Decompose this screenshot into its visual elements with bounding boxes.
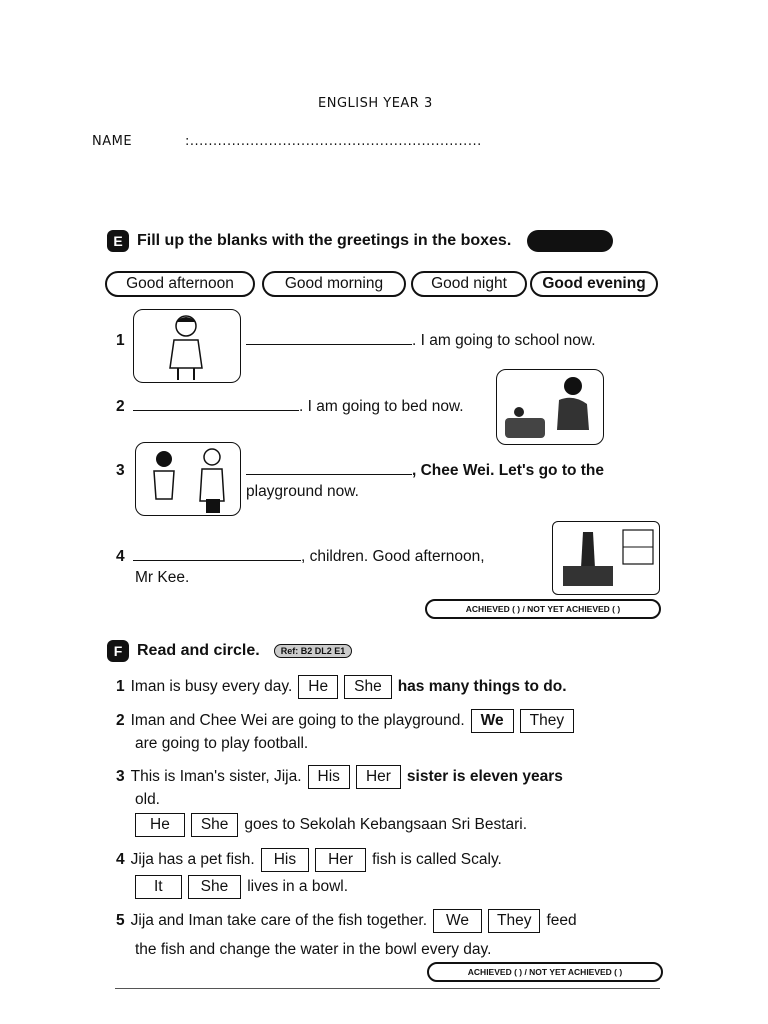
section-e-achievement-status[interactable]: ACHIEVED ( ) / NOT YET ACHIEVED ( ): [425, 599, 661, 619]
section-e-heading: [107, 230, 613, 252]
e-item-1-blank[interactable]: [246, 332, 412, 345]
two-children-picture: [135, 442, 241, 516]
f-item-2-option-we[interactable]: We: [471, 709, 514, 733]
e-item-2-sentence: . I am going to bed now.: [133, 398, 464, 416]
section-f-heading: [107, 640, 352, 662]
e-item-4-blank[interactable]: [133, 548, 301, 561]
reference-tag-blacked-out: [527, 230, 613, 252]
f-item-4-second-line: It She lives in a bowl.: [135, 875, 348, 899]
e-item-1-sentence: . I am going to school now.: [246, 332, 596, 350]
section-f-achievement-status[interactable]: ACHIEVED ( ) / NOT YET ACHIEVED ( ): [427, 962, 663, 982]
e-item-1-number: 1: [116, 332, 125, 349]
section-e-instruction: Fill up the blanks with the greetings in the boxes.: [137, 232, 512, 249]
e-item-4-line2: Mr Kee.: [135, 569, 190, 586]
f-item-4: 4 Jija has a pet fish. His Her fish is called Scaly.: [116, 848, 502, 872]
name-field[interactable]: :...............................................................: [185, 134, 482, 149]
f-item-3-option-he[interactable]: He: [135, 813, 185, 837]
f-item-3-option-her[interactable]: Her: [356, 765, 401, 789]
greeting-option-good-night: Good night: [411, 271, 527, 297]
f-item-1: 1 Iman is busy every day. He She has many things to do.: [116, 675, 567, 699]
f-item-5-line2: the fish and change the water in the bowl every day.: [135, 941, 492, 958]
section-e-badge: E: [107, 230, 129, 252]
worksheet-title: ENGLISH YEAR 3: [318, 96, 433, 111]
greeting-option-good-morning: Good morning: [262, 271, 406, 297]
f-item-3-second-line: He She goes to Sekolah Kebangsaan Sri Bestari.: [135, 813, 527, 837]
boy-picture: [133, 309, 241, 383]
f-item-4-option-she[interactable]: She: [188, 875, 242, 899]
f-item-3-option-she[interactable]: She: [191, 813, 239, 837]
e-item-4-sentence: , children. Good afternoon,: [133, 548, 485, 566]
greeting-option-good-afternoon: Good afternoon: [105, 271, 255, 297]
f-item-1-option-she[interactable]: She: [344, 675, 392, 699]
e-item-2-number: 2: [116, 398, 125, 415]
f-item-2-line2: are going to play football.: [135, 735, 309, 752]
f-item-5-option-they[interactable]: They: [488, 909, 540, 933]
e-item-3-blank[interactable]: [246, 462, 412, 475]
f-item-5: 5 Jija and Iman take care of the fish together. We They feed: [116, 909, 577, 933]
greeting-option-good-evening: Good evening: [530, 271, 658, 297]
e-item-2-blank[interactable]: [133, 398, 299, 411]
f-item-4-option-his[interactable]: His: [261, 848, 309, 872]
f-item-3: 3 This is Iman's sister, Jija. His Her sister is eleven years: [116, 765, 563, 789]
e-item-3-line2: playground now.: [246, 483, 359, 500]
girl-sleeping-picture: [496, 369, 604, 445]
reference-tag: Ref: B2 DL2 E1: [274, 644, 353, 658]
f-item-3-option-his[interactable]: His: [308, 765, 350, 789]
f-item-2-option-they[interactable]: They: [520, 709, 574, 733]
f-item-1-option-he[interactable]: He: [298, 675, 338, 699]
bottom-divider: [115, 988, 660, 989]
name-label: NAME: [92, 134, 133, 149]
f-item-2: 2 Iman and Chee Wei are going to the playground. We They: [116, 709, 574, 733]
e-item-3-sentence: , Chee Wei. Let's go to the: [246, 462, 604, 480]
e-item-3-number: 3: [116, 462, 125, 479]
f-item-4-option-her[interactable]: Her: [315, 848, 366, 872]
section-f-instruction: Read and circle.: [137, 642, 260, 659]
f-item-4-option-it[interactable]: It: [135, 875, 182, 899]
classroom-picture: [552, 521, 660, 595]
e-item-4-number: 4: [116, 548, 125, 565]
greeting-options-row: [105, 271, 660, 297]
f-item-3-line2: old.: [135, 791, 160, 808]
f-item-5-option-we[interactable]: We: [433, 909, 482, 933]
section-f-badge: F: [107, 640, 129, 662]
